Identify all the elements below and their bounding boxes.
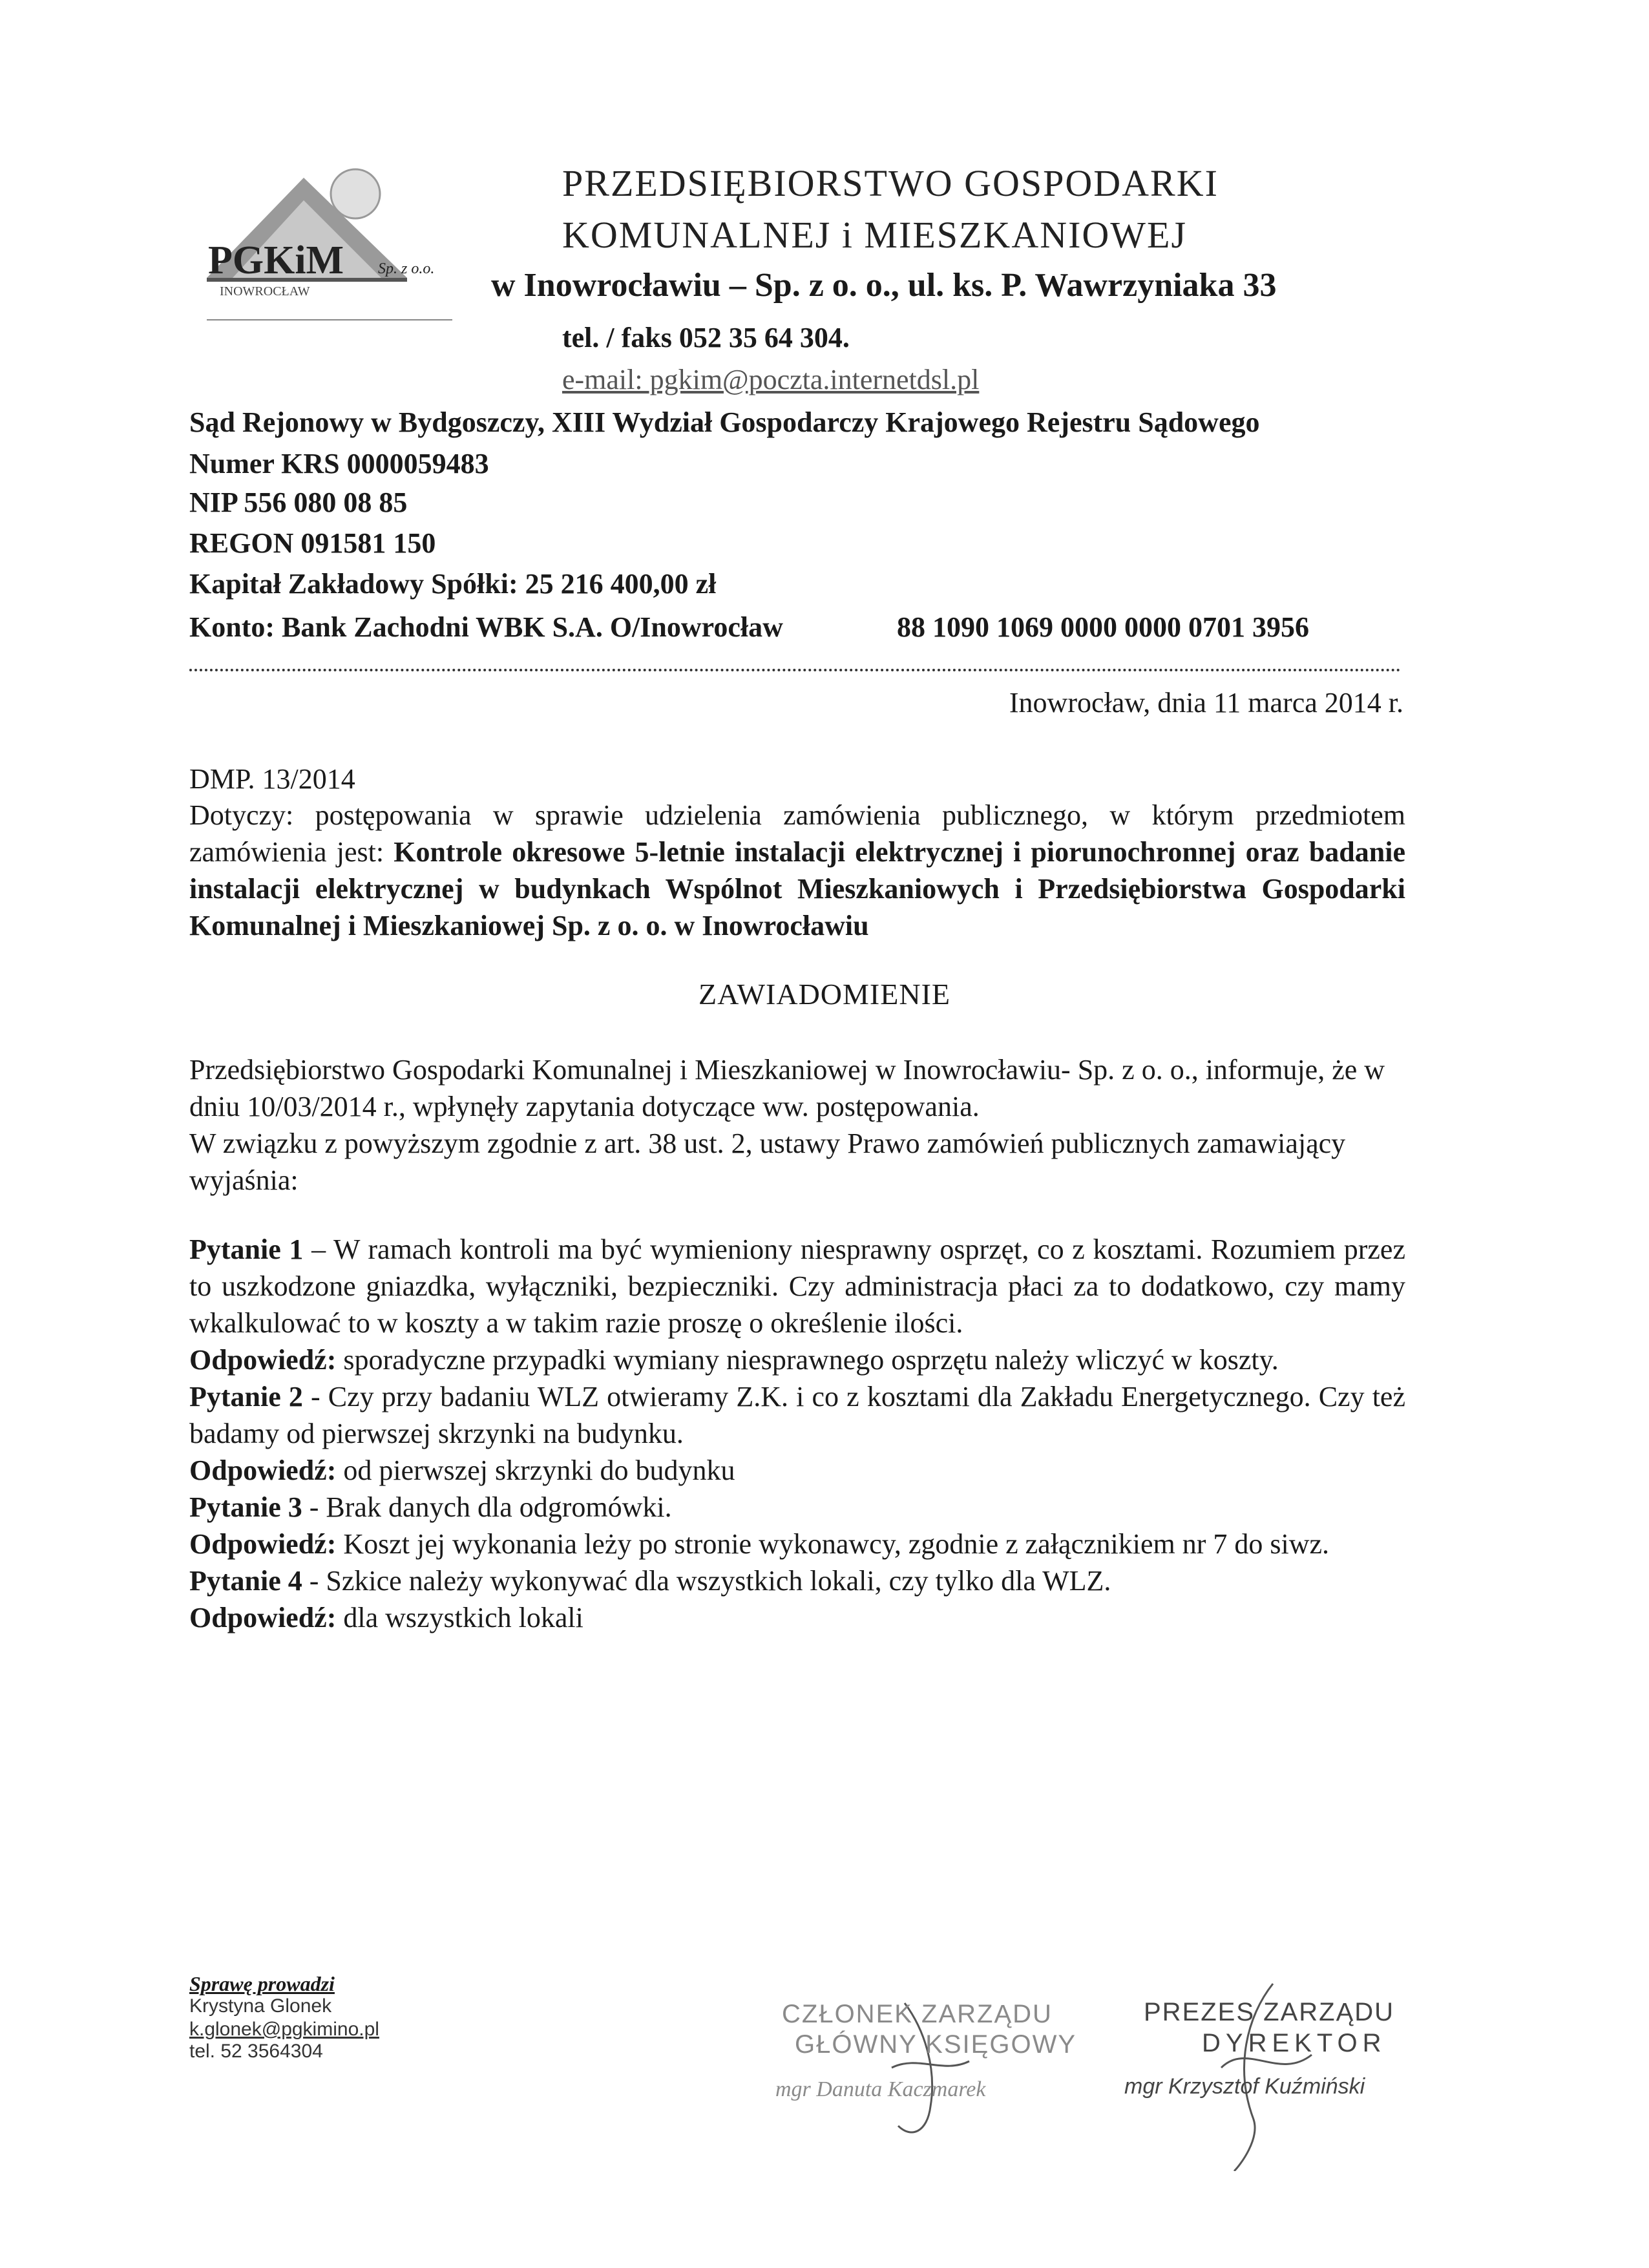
company-name-line1: PRZEDSIĘBIORSTWO GOSPODARKI xyxy=(562,162,1219,204)
intro-paragraph-2: W związku z powyższym zgodnie z art. 38 ust. 2, ustawy Prawo zamówień publicznych zamawiający wyjaśnia: xyxy=(189,1128,1346,1196)
subject-paragraph xyxy=(189,797,1405,944)
regon-number: REGON 091581 150 xyxy=(189,527,436,559)
nip-number: NIP 556 080 08 85 xyxy=(189,487,408,518)
answer-3: Odpowiedź: Koszt jej wykonania leży po stronie wykonawcy, zgodnie z załącznikiem nr 7 do siwz. xyxy=(189,1528,1330,1560)
question-1: Pytanie 1 – W ramach kontroli ma być wymieniony niesprawny osprzęt, co z kosztami. Rozumiem przez to uszkodzone gniazdka, wyłączniki, bezpieczniki. Czy administracja płaci za to dodatkowo, czy mamy wkalkulować to w koszty a w takim razie proszę o określenie ilości. xyxy=(189,1234,1405,1339)
answer-1: Odpowiedź: sporadyczne przypadki wymiany niesprawnego osprzętu należy wliczyć w koszty. xyxy=(189,1344,1279,1376)
bank-account-number: 88 1090 1069 0000 0000 0701 3956 xyxy=(897,611,1309,643)
answer-4: Odpowiedź: dla wszystkich lokali xyxy=(189,1602,583,1633)
subject-bold: Kontrole okresowe 5-letnie instalacji elektrycznej i piorunochronnej oraz badanie instalacji elektrycznej w budynkach Wspólnot Mieszkaniowych i Przedsiębiorstwa Gospodarki Komunalnej i Mieszkaniowej Sp. z o. o. w Inowrocławiu xyxy=(189,836,1405,941)
bank-account-label: Konto: Bank Zachodni WBK S.A. O/Inowrocław xyxy=(189,611,783,643)
company-logo xyxy=(194,165,465,333)
intro-paragraph-1: Przedsiębiorstwo Gospodarki Komunalnej i Mieszkaniowej w Inowrocławiu- Sp. z o. o., informuje, że w dniu 10/03/2014 r., wpłynęły zapytania dotyczące ww. postępowania. xyxy=(189,1054,1385,1122)
logo-text: PGKiM xyxy=(208,238,344,282)
document-title: ZAWIADOMIENIE xyxy=(698,978,951,1011)
company-address: w Inowrocławiu – Sp. z o. o., ul. ks. P. Wawrzyniaka 33 xyxy=(491,267,1277,304)
logo-sub: Sp. z o.o. xyxy=(378,260,435,277)
court-registry: Sąd Rejonowy w Bydgoszczy, XIII Wydział Gospodarczy Krajowego Rejestru Sądowego xyxy=(189,406,1260,438)
company-name-line2: KOMUNALNEJ i MIESZKANIOWEJ xyxy=(562,214,1188,256)
logo-city: INOWROCŁAW xyxy=(220,284,310,299)
stamp-president-name: mgr Krzysztof Kuźmiński xyxy=(1124,2074,1365,2099)
company-phone: tel. / faks 052 35 64 304. xyxy=(562,322,850,353)
stamp-president-title: PREZES ZARZĄDU xyxy=(1144,1998,1395,2026)
contact-phone: tel. 52 3564304 xyxy=(189,2041,323,2062)
krs-number: Numer KRS 0000059483 xyxy=(189,448,489,479)
question-4: Pytanie 4 - Szkice należy wykonywać dla wszystkich lokali, czy tylko dla WLZ. xyxy=(189,1565,1111,1597)
intro-block xyxy=(189,1051,1405,1199)
share-capital: Kapitał Zakładowy Spółki: 25 216 400,00 zł xyxy=(189,568,717,600)
question-2: Pytanie 2 - Czy przy badaniu WLZ otwieramy Z.K. i co z kosztami dla Zakładu Energetycznego. Czy też badamy od pierwszej skrzynki na budynku. xyxy=(189,1381,1405,1449)
reference-number: DMP. 13/2014 xyxy=(189,763,355,795)
subject-prefix: Dotyczy: postępowania w sprawie udzielenia zamówienia publicznego, w którym przedmiotem zamówienia jest: xyxy=(189,799,1405,868)
stamp-chief-accountant-name: mgr Danuta Kaczmarek xyxy=(775,2077,986,2101)
stamp-chief-accountant-title: CZŁONEK ZARZĄDU xyxy=(782,2000,1053,2028)
handled-by-label: Sprawę prowadzi xyxy=(189,1972,335,1995)
header-divider xyxy=(189,669,1401,671)
contact-name: Krystyna Glonek xyxy=(189,1995,332,2017)
stamp-president-role: DYREKTOR xyxy=(1202,2029,1387,2057)
question-3: Pytanie 3 - Brak danych dla odgromówki. xyxy=(189,1491,672,1523)
contact-email-link[interactable]: k.glonek@pgkimino.pl xyxy=(189,2019,379,2040)
company-email-link[interactable]: e-mail: pgkim@poczta.internetdsl.pl xyxy=(562,364,980,395)
qa-block xyxy=(189,1231,1405,1636)
document-date: Inowrocław, dnia 11 marca 2014 r. xyxy=(1009,687,1403,719)
answer-2: Odpowiedź: od pierwszej skrzynki do budynku xyxy=(189,1454,735,1486)
stamp-chief-accountant-role: GŁÓWNY KSIĘGOWY xyxy=(795,2030,1077,2059)
